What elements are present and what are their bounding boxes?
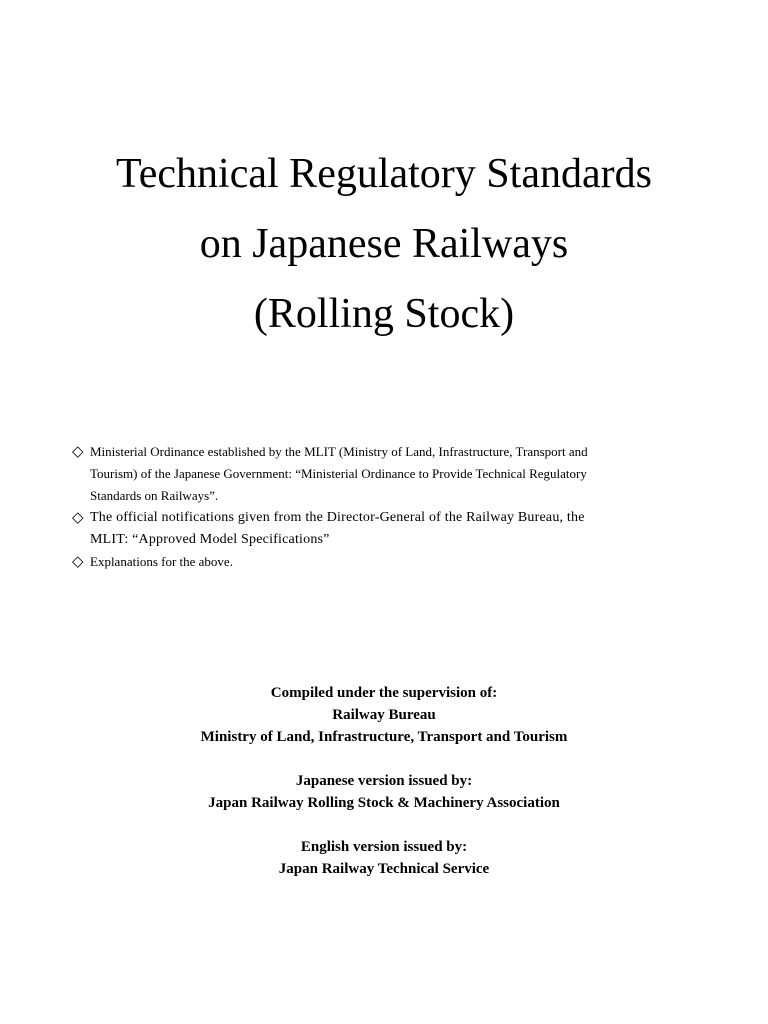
list-item xyxy=(72,551,712,573)
white-diamond-icon: ◇ xyxy=(72,444,84,460)
credit-name: Japan Railway Rolling Stock & Machinery Association xyxy=(208,795,560,811)
credit-name: Railway Bureau xyxy=(332,707,436,723)
list-item-text: MLIT: “Approved Model Specifications” xyxy=(90,532,330,547)
credit-heading: Compiled under the supervision of: xyxy=(270,685,498,701)
list-item xyxy=(72,507,712,551)
japanese-issuer-group xyxy=(0,770,768,814)
list-item-text: The official notifications given from the Director-General of the Railway Bureau, the xyxy=(90,510,585,525)
title-line-2: on Japanese Railways xyxy=(199,221,569,267)
contents-list xyxy=(72,441,712,573)
title-line-3: (Rolling Stock) xyxy=(253,291,515,337)
credits-block xyxy=(0,682,768,902)
list-item-text: Standards on Railways”. xyxy=(90,488,219,503)
list-item-text: Tourism) of the Japanese Government: “Ministerial Ordinance to Provide Technical Regulatory xyxy=(90,466,587,481)
english-issuer-group xyxy=(0,836,768,880)
compiled-by-group xyxy=(0,682,768,748)
white-diamond-icon: ◇ xyxy=(72,554,84,570)
list-item-text: Ministerial Ordinance established by the MLIT (Ministry of Land, Infrastructure, Transport and xyxy=(90,444,588,459)
list-item xyxy=(72,441,712,507)
credit-name: Japan Railway Technical Service xyxy=(278,861,490,877)
credit-name: Ministry of Land, Infrastructure, Transport and Tourism xyxy=(200,729,568,745)
credit-heading: English version issued by: xyxy=(300,839,468,855)
credit-heading: Japanese version issued by: xyxy=(295,773,473,789)
list-item-text: Explanations for the above. xyxy=(90,554,233,569)
title-line-1: Technical Regulatory Standards xyxy=(116,151,652,197)
document-title xyxy=(0,139,768,349)
white-diamond-icon: ◇ xyxy=(72,510,84,526)
